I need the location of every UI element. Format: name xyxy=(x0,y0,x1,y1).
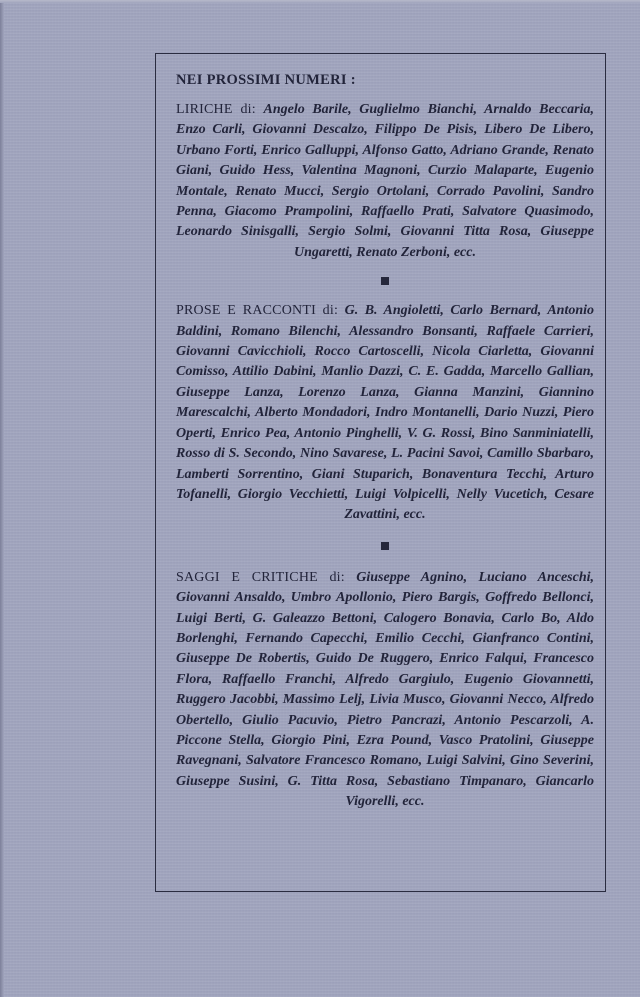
notice-heading: NEI PROSSIMI NUMERI : xyxy=(176,72,356,88)
section-label: LIRICHE di: xyxy=(176,102,256,117)
page-edge-top xyxy=(0,0,640,3)
section-liriche xyxy=(176,100,594,263)
section-label: SAGGI E CRITICHE di: xyxy=(176,569,345,585)
square-divider xyxy=(381,277,389,285)
section-prose-e-racconti xyxy=(176,301,594,525)
section-label: PROSE E RACCONTI di: xyxy=(176,303,339,319)
page-edge-shadow xyxy=(0,0,4,997)
section-names: Giuseppe Agnino, Luciano Anceschi, Giovanni Ansaldo, Umbro Apollonio, Piero Bargis, Goffredo Bellonci, Luigi Berti, G. Galeazzo Bettoni, Calogero Bonavia, Carlo Bo, Aldo Borlenghi, Fernando Capecchi, Emilio Cecchi, Gianfranco Contini, Giuseppe De Robertis, Guido De Ruggero, Enrico Falqui, Francesco Flora, Raffaello Franchi, Alfredo Gargiulo, Eugenio Giovannetti, Ruggero Jacobbi, Massimo Lelj, Livia Musco, Giovanni Necco, Alfredo Obertello, Giulio Pacuvio, Pietro Pancrazi, Antonio Pescarzoli, A. Piccone Stella, Giorgio Pini, Ezra Pound, Vasco Pratolini, Giuseppe Ravegnani, Salvatore Francesco Romano, Luigi Salvini, Gino Severini, Giuseppe Susini, G. Titta Rosa, Sebastiano Timpanaro, Giancarlo Vigorelli, ecc. xyxy=(176,569,594,810)
section-saggi-e-critiche xyxy=(176,568,594,813)
section-names: G. B. Angioletti, Carlo Bernard, Antonio Baldini, Romano Bilenchi, Alessandro Bonsanti, Raffaele Carrieri, Giovanni Cavicchioli, Rocco Cartoscelli, Nicola Ciarletta, Giovanni Comisso, Attilio Dabini, Manlio Dazzi, C. E. Gadda, Marcello Gallian, Giuseppe Lanza, Lorenzo Lanza, Gianna Manzini, Giannino Marescalchi, Alberto Mondadori, Indro Montanelli, Dario Nuzzi, Piero Operti, Enrico Pea, Antonio Pinghelli, V. G. Rossi, Bino Sanminiatelli, Rosso di S. Secondo, Nino Savarese, L. Pacini Savoi, Camillo Sbarbaro, Lamberti Sorrentino, Giani Stuparich, Bonaventura Tecchi, Arturo Tofanelli, Giorgio Vecchietti, Luigi Volpicelli, Nelly Vucetich, Cesare Zavattini, ecc. xyxy=(176,303,595,523)
square-divider xyxy=(381,542,389,550)
section-names: Angelo Barile, Guglielmo Bianchi, Arnaldo Beccaria, Enzo Carli, Giovanni Descalzo, Filippo De Pisis, Libero De Libero, Urbano Forti, Enrico Galluppi, Alfonso Gatto, Adriano Grande, Renato Giani, Guido Hess, Valentina Magnoni, Curzio Malaparte, Eugenio Montale, Renato Mucci, Sergio Ortolani, Corrado Pavolini, Sandro Penna, Giacomo Prampolini, Raffaello Prati, Salvatore Quasimodo, Leonardo Sinisgalli, Sergio Solmi, Giovanni Titta Rosa, Giuseppe Ungaretti, Renato Zerboni, ecc. xyxy=(176,102,595,260)
upcoming-issues-box xyxy=(155,53,606,892)
